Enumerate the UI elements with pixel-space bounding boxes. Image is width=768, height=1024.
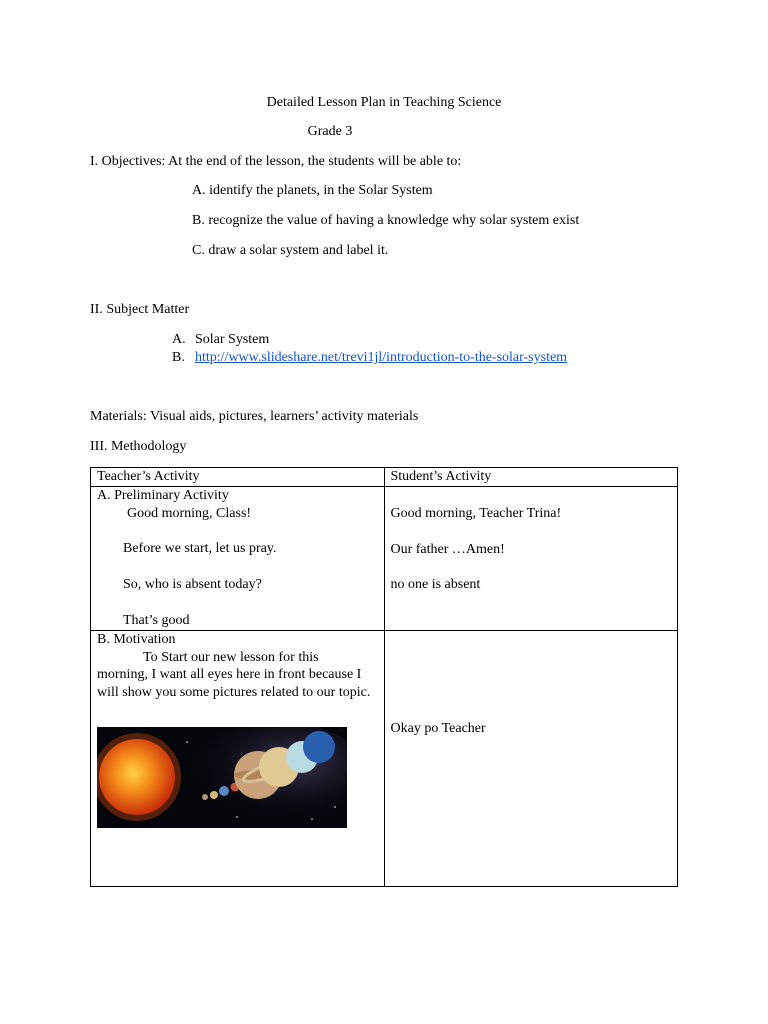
preliminary-row xyxy=(91,486,678,630)
section-label: A. Preliminary Activity xyxy=(97,487,229,503)
teacher-line: To Start our new lesson for this xyxy=(143,649,319,665)
methodology-table xyxy=(90,467,678,887)
section-label: B. Motivation xyxy=(97,631,176,647)
teacher-cell xyxy=(91,486,385,630)
objective-item: B. recognize the value of having a knowledge why solar system exist xyxy=(192,213,580,228)
table-header-row xyxy=(91,468,678,487)
teacher-line: So, who is absent today? xyxy=(123,577,262,593)
document-title: Detailed Lesson Plan in Teaching Science xyxy=(266,95,502,110)
teacher-line: Before we start, let us pray. xyxy=(123,541,277,557)
student-line: Okay po Teacher xyxy=(390,720,486,736)
methodology-heading: III. Methodology xyxy=(90,439,187,454)
student-line: Our father …Amen! xyxy=(390,541,505,557)
objective-item: A. identify the planets, in the Solar System xyxy=(192,183,433,198)
grade-label: Grade 3 xyxy=(307,124,353,139)
subject-marker: A. xyxy=(172,332,186,347)
student-cell xyxy=(384,486,678,630)
subject-item: Solar System xyxy=(195,332,270,347)
teacher-line: That’s good xyxy=(123,612,190,628)
student-cell xyxy=(384,630,678,886)
subject-matter-heading: II. Subject Matter xyxy=(90,302,190,317)
student-line: no one is absent xyxy=(390,577,481,593)
materials-line: Materials: Visual aids, pictures, learners’ activity materials xyxy=(90,409,419,424)
reference-link[interactable]: http://www.slideshare.net/trevi1jl/introduction-to-the-solar-system xyxy=(195,350,568,365)
objectives-heading: I. Objectives: At the end of the lesson, the students will be able to: xyxy=(90,154,462,169)
teacher-cell xyxy=(91,630,385,886)
subject-marker: B. xyxy=(172,350,185,365)
motivation-row xyxy=(91,630,678,886)
teacher-paragraph: morning, I want all eyes here in front because I will show you some pictures related to our topic. xyxy=(97,667,371,701)
solar-system-image xyxy=(97,727,347,828)
student-line: Good morning, Teacher Trina! xyxy=(390,505,562,521)
column-header: Student’s Activity xyxy=(384,468,678,487)
column-header: Teacher’s Activity xyxy=(91,468,385,487)
objective-item: C. draw a solar system and label it. xyxy=(192,243,389,258)
teacher-line: Good morning, Class! xyxy=(127,505,252,521)
